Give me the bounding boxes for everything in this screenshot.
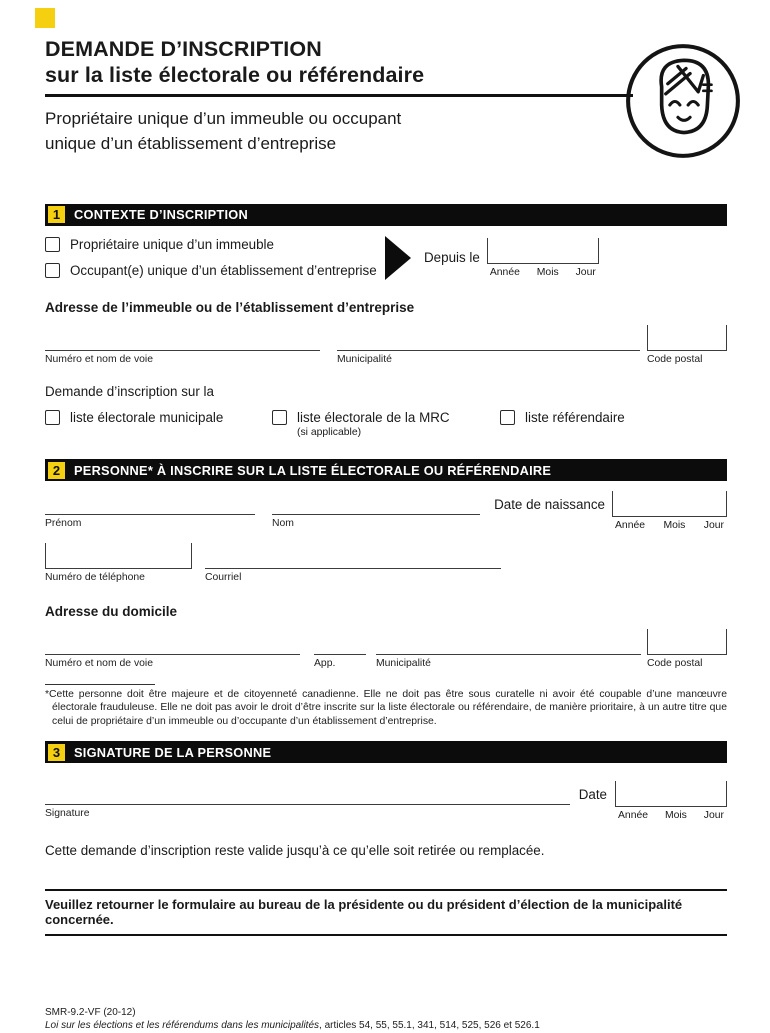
signature-date-labels	[615, 810, 727, 821]
signature-date-label: Date	[578, 786, 607, 802]
building-street-input[interactable]	[45, 325, 320, 351]
building-municipality-field	[337, 325, 640, 366]
mrc-applicable-note: (si applicable)	[297, 427, 362, 439]
lastname-field	[272, 489, 480, 530]
footnote-separator	[45, 684, 155, 685]
occupant-option	[45, 263, 385, 278]
footer	[45, 1006, 727, 1033]
since-date-field	[487, 238, 599, 278]
home-address-row	[45, 629, 727, 670]
municipal-list-option	[45, 410, 272, 425]
person-name-row	[45, 489, 727, 530]
municipal-list-label: liste électorale municipale	[70, 410, 224, 426]
signature-row	[45, 779, 727, 820]
day-label: Jour	[703, 809, 724, 821]
owner-option	[45, 237, 385, 252]
highlight-marker	[35, 8, 55, 28]
since-label: Depuis le	[424, 250, 480, 266]
home-municipality-input[interactable]	[376, 629, 641, 655]
year-label: Année	[618, 809, 649, 821]
list-options-row	[45, 410, 727, 438]
occupant-label: Occupant(e) unique d’un établissement d’entreprise	[70, 263, 377, 279]
building-address-row	[45, 325, 727, 366]
lastname-input[interactable]	[272, 489, 480, 515]
title-rule	[45, 94, 633, 97]
apt-label: App.	[314, 658, 336, 670]
building-street-label: Numéro et nom de voie	[45, 353, 154, 365]
context-row	[45, 236, 727, 280]
referendum-list-option	[500, 410, 625, 425]
validity-note: Cette demande d’inscription reste valide jusqu’à ce qu’elle soit retirée ou remplacée.	[45, 842, 545, 858]
section3-title: SIGNATURE DE LA PERSONNE	[74, 744, 272, 760]
signature-label: Signature	[45, 808, 90, 820]
phone-label: Numéro de téléphone	[45, 571, 145, 583]
since-date-labels	[487, 267, 599, 278]
building-street-field	[45, 325, 320, 366]
subtitle-line2: unique d’un établissement d’entreprise	[45, 134, 337, 154]
building-postal-input[interactable]	[647, 325, 727, 351]
building-address-heading: Adresse de l’immeuble ou de l’établissement d’entreprise	[45, 299, 415, 315]
dob-input[interactable]	[612, 491, 727, 517]
registration-request-label: Demande d’inscription sur la	[45, 384, 214, 400]
section3-header	[45, 741, 727, 763]
occupant-checkbox[interactable]	[45, 263, 60, 278]
title-line1: DEMANDE D’INSCRIPTION	[45, 37, 322, 61]
home-street-input[interactable]	[45, 629, 300, 655]
since-date-input[interactable]	[487, 238, 599, 264]
building-postal-field	[647, 325, 727, 366]
section3-number-badge: 3	[48, 744, 65, 761]
contact-row	[45, 543, 727, 584]
person-face-icon	[622, 40, 744, 162]
municipal-list-checkbox[interactable]	[45, 410, 60, 425]
dob-label: Date de naissance	[494, 496, 605, 512]
section1-header	[45, 204, 727, 226]
home-municipality-field	[376, 629, 641, 670]
home-municipality-label: Municipalité	[376, 658, 431, 670]
law-reference	[45, 1019, 727, 1033]
subtitle-line1: Propriétaire unique d’un immeuble ou occupant	[45, 109, 402, 129]
phone-input[interactable]	[45, 543, 192, 569]
dob-date-labels	[612, 520, 727, 531]
firstname-label: Prénom	[45, 518, 82, 530]
signature-field	[45, 779, 570, 820]
firstname-field	[45, 489, 255, 530]
mrc-list-checkbox[interactable]	[272, 410, 287, 425]
dob-field	[612, 491, 727, 531]
building-postal-label: Code postal	[647, 353, 703, 365]
section2-title: PERSONNE* À INSCRIRE SUR LA LISTE ÉLECTORALE OU RÉFÉRENDAIRE	[74, 462, 552, 478]
email-label: Courriel	[205, 571, 242, 583]
home-address-heading: Adresse du domicile	[45, 604, 178, 620]
home-postal-field	[647, 629, 727, 670]
home-street-label: Numéro et nom de voie	[45, 658, 154, 670]
section1-number-badge: 1	[48, 206, 65, 223]
context-options	[45, 237, 385, 278]
section1-title: CONTEXTE D’INSCRIPTION	[74, 207, 249, 223]
building-municipality-label: Municipalité	[337, 353, 392, 365]
signature-date-input[interactable]	[615, 781, 727, 807]
month-label: Mois	[536, 266, 559, 278]
referendum-list-label: liste référendaire	[525, 410, 625, 426]
return-instruction: Veuillez retourner le formulaire au bureau de la présidente ou du président d’élection de la municipalité concernée.	[45, 889, 727, 936]
mrc-list-option	[272, 410, 500, 438]
mrc-list-label: liste électorale de la MRC	[297, 410, 450, 426]
year-label: Année	[615, 519, 646, 531]
signature-input[interactable]	[45, 779, 570, 805]
year-label: Année	[489, 266, 520, 278]
owner-label: Propriétaire unique d’un immeuble	[70, 237, 274, 253]
section2-header	[45, 459, 727, 481]
apt-field	[314, 629, 366, 670]
right-arrow-icon	[385, 236, 411, 280]
email-field	[205, 543, 501, 584]
day-label: Jour	[575, 266, 596, 278]
law-articles: , articles 54, 55, 55.1, 341, 514, 525, 526 et 526.1	[319, 1020, 540, 1032]
home-postal-label: Code postal	[647, 658, 703, 670]
eligibility-footnote: *Cette personne doit être majeure et de citoyenneté canadienne. Elle ne doit pas être sous curatelle ni avoir été coupable d’une manœuvre électorale frauduleuse. Elle ne doit pas avoir le droit d’être inscrite sur la liste électorale ou référendaire, de manière prioritaire, à un autre titre que celui de propriétaire d’un immeuble ou d’occupante d’un établissement d’entreprise.	[45, 688, 727, 728]
email-input[interactable]	[205, 543, 501, 569]
section2-number-badge: 2	[48, 462, 65, 479]
referendum-list-checkbox[interactable]	[500, 410, 515, 425]
month-label: Mois	[664, 809, 687, 821]
title-line2: sur la liste électorale ou référendaire	[45, 63, 425, 88]
home-street-field	[45, 629, 300, 670]
phone-field	[45, 543, 192, 584]
lastname-label: Nom	[272, 518, 294, 530]
law-title: Loi sur les élections et les référendums dans les municipalités	[45, 1020, 320, 1032]
home-postal-input[interactable]	[647, 629, 727, 655]
apt-input[interactable]	[314, 629, 366, 655]
month-label: Mois	[663, 519, 686, 531]
owner-checkbox[interactable]	[45, 237, 60, 252]
form-code: SMR-9.2-VF (20-12)	[45, 1006, 136, 1018]
firstname-input[interactable]	[45, 489, 255, 515]
day-label: Jour	[703, 519, 724, 531]
signature-date-field	[615, 781, 727, 821]
building-municipality-input[interactable]	[337, 325, 640, 351]
